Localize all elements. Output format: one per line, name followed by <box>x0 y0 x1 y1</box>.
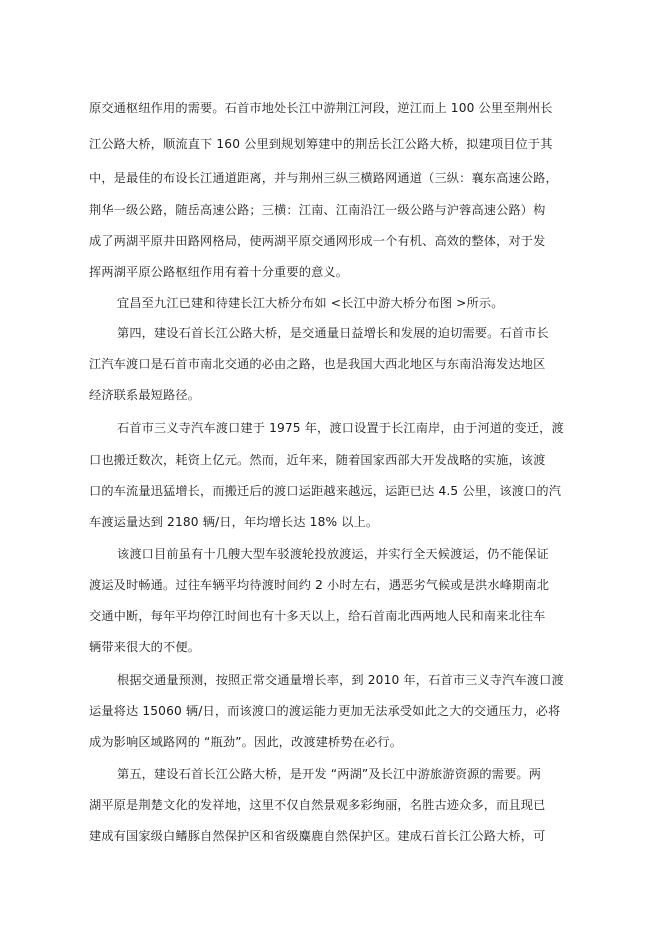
text-line: 该渡口目前虽有十几艘大型车驳渡轮投放渡运，并实行全天候渡运，仍不能保证 <box>117 547 549 561</box>
text-line: 原交通枢纽作用的需要。石首市地处长江中游荆江河段，逆江而上 100 公里至荆州长 <box>89 101 553 115</box>
text-line: 根据交通量预测，按照正常交通量增长率，到 2010 年，石首市三义寺汽车渡口渡 <box>117 673 564 687</box>
text-line: 渡运及时畅通。过往车辆平均待渡时间约 2 小时左右，遇恶劣气候或是洪水峰期南北 <box>89 578 550 592</box>
text-line: 口也搬迁数次，耗资上亿元。然而，近年来，随着国家西部大开发战略的实施，该渡 <box>89 453 546 467</box>
text-line: 建成有国家级白鳍豚自然保护区和省级麋鹿自然保护区。建成石首长江公路大桥，可 <box>89 829 546 843</box>
text-line: 湖平原是荆楚文化的发祥地，这里不仅自然景观多彩绚丽，名胜古迹众多，而且现已 <box>89 798 546 812</box>
text-line: 第四，建设石首长江公路大桥，是交通量日益增长和发展的迫切需要。石首市长 <box>117 326 549 340</box>
text-line: 江公路大桥，顺流直下 160 公里到规划筹建中的荆岳长江公路大桥，拟建项目位于其 <box>89 137 553 151</box>
text-line: 中，是最佳的布设长江通道距离，并与荆州三纵三横路网通道（三纵：襄东高速公路， <box>89 171 558 185</box>
text-line: 辆带来很大的不便。 <box>89 640 201 654</box>
text-line: 荆华一级公路，随岳高速公路；三横：江南、江南沿江一级公路与沪蓉高速公路）构 <box>89 203 546 217</box>
text-line: 石首市三义寺汽车渡口建于 1975 年，渡口设置于长江南岸，由于河道的变迁，渡 <box>117 421 564 435</box>
text-line: 挥两湖平原公路枢纽作用有着十分重要的意义。 <box>89 265 349 279</box>
text-line: 运量将达 15060 辆/日，而该渡口的渡运能力更加无法承受如此之大的交通压力，必将 <box>89 704 561 718</box>
text-line: 交通中断，每年平均停江时间也有十多天以上，给石首南北西两地人民和南来北往车 <box>89 609 546 623</box>
text-line: 成为影响区域路网的 “瓶劲”。因此，改渡建桥势在必行。 <box>89 735 403 749</box>
text-line: 经济联系最短路径。 <box>89 388 201 402</box>
text-line: 第五，建设石首长江公路大桥，是开发 “两湖”及长江中游旅游资源的需要。两 <box>117 767 542 781</box>
text-line: 口的车流量迅猛增长，而搬迁后的渡口运距越来越远，运距已达 4.5 公里，该渡口的汽 <box>89 484 562 498</box>
text-line: 宜昌至九江已建和待建长江大桥分布如 <长江中游大桥分布图 >所示。 <box>117 296 504 310</box>
text-line: 车渡运量达到 2180 辆/日，年均增长达 18% 以上。 <box>89 515 379 529</box>
text-line: 成了两湖平原井田路网格局，使两湖平原交通网形成一个有机、高效的整体，对于发 <box>89 234 546 248</box>
text-line: 江汽车渡口是石首市南北交通的必由之路，也是我国大西北地区与东南沿海发达地区 <box>89 357 546 371</box>
